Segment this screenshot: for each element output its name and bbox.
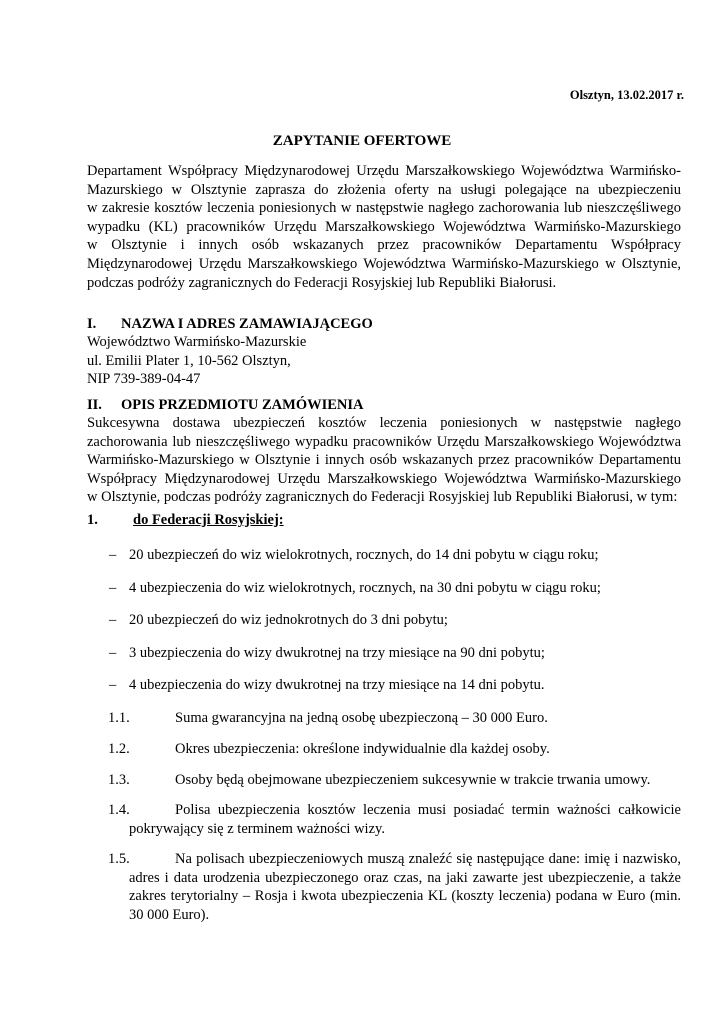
- list-item-text: 3 ubezpieczenia do wizy dwukrotnej na trzy miesiące na 90 dni pobytu;: [129, 645, 545, 661]
- list-item-text: 4 ubezpieczenia do wizy dwukrotnej na trzy miesiące na 14 dni pobytu.: [129, 677, 545, 693]
- item-text: adres i data urodzenia ubezpieczonego oraz czas, na jaki zawarte jest ubezpieczenie, a także: [129, 869, 681, 886]
- intro-line: wypadku (KL) pracowników Urzędu Marszałkowskiego Województwa Warmińsko-Mazurskiego: [87, 218, 681, 235]
- description-line: Współpracy Międzynarodowej Urzędu Marszałkowskiego Województwa Warmińsko-Mazurskiego: [87, 470, 681, 487]
- address-line: Województwo Warmińsko-Mazurskie: [87, 334, 307, 350]
- numbered-item: [108, 850, 681, 924]
- section-2-heading: [87, 397, 364, 414]
- document-title: ZAPYTANIE OFERTOWE: [272, 133, 452, 149]
- subsection-1-heading: [87, 512, 284, 529]
- item-text: pokrywający się z terminem ważności wizy.: [129, 820, 385, 837]
- intro-line: w zakresie kosztów leczenia poniesionych w następstwie nagłego zachorowania lub nieszczęśliwego: [87, 200, 681, 217]
- dash-bullet: –: [109, 645, 117, 661]
- list-item: [109, 677, 545, 694]
- item-text: 30 000 Euro).: [129, 906, 210, 923]
- list-item: [109, 547, 599, 564]
- item-text: zakres terytorialny – Rosja i kwota ubezpieczenia KL (koszty leczenia) podana w Euro (min.: [129, 888, 681, 905]
- intro-line: Departament Współpracy Międzynarodowej Urzędu Marszałkowskiego Województwa Warmińsko-: [87, 163, 681, 179]
- intro-line: w Olsztynie i innych osób wskazanych przez pracowników Departamentu Współpracy: [87, 237, 681, 254]
- subsection-title: do Federacji Rosyjskiej:: [133, 512, 284, 528]
- section-title: OPIS PRZEDMIOTU ZAMÓWIENIA: [121, 397, 364, 413]
- item-number: 1.1.: [108, 710, 130, 726]
- intro-line: podczas podróży zagranicznych do Federacji Rosyjskiej lub Republiki Białorusi.: [87, 274, 557, 291]
- list-item: [109, 612, 448, 629]
- address-line: NIP 739-389-04-47: [87, 371, 201, 388]
- item-number: 1.5.: [108, 851, 130, 867]
- list-item: [109, 580, 601, 597]
- description-line: Warmińsko-Mazurskiego w Olsztynie i innych osób wskazanych przez pracowników Departamentu: [87, 452, 681, 469]
- description-line: Sukcesywna dostawa ubezpieczeń kosztów leczenia poniesionych w następstwie nagłego: [87, 415, 681, 431]
- intro-line: Mazurskiego w Olsztynie zaprasza do złożenia oferty na usługi polegające na ubezpieczeniu: [87, 181, 681, 198]
- address-line: ul. Emilii Plater 1, 10-562 Olsztyn,: [87, 352, 291, 369]
- dash-bullet: –: [109, 612, 117, 628]
- item-text: Polisa ubezpieczenia kosztów leczenia musi posiadać termin ważności całkowicie: [175, 802, 681, 818]
- numbered-item: [108, 740, 681, 759]
- dash-bullet: –: [109, 580, 117, 596]
- numbered-item: [108, 709, 681, 728]
- item-number: 1.3.: [108, 772, 130, 788]
- section-title: NAZWA I ADRES ZAMAWIAJĄCEGO: [121, 316, 373, 332]
- document-date: Olsztyn, 13.02.2017 r.: [569, 88, 684, 102]
- list-item-text: 4 ubezpieczenia do wiz wielokrotnych, rocznych, na 30 dni pobytu w ciągu roku;: [129, 580, 601, 596]
- section-number: II.: [87, 397, 102, 413]
- description-line: w Olsztynie, podczas podróży zagranicznych do Federacji Rosyjskiej lub Republiki Białorusi, w tym:: [87, 489, 678, 506]
- section-1-heading: [87, 316, 373, 333]
- dash-bullet: –: [109, 677, 117, 693]
- list-item: [109, 645, 545, 662]
- subsection-number: 1.: [87, 512, 98, 528]
- item-text: Na polisach ubezpieczeniowych muszą znaleźć się następujące dane: imię i nazwisko,: [175, 851, 681, 867]
- item-text: Suma gwarancyjna na jedną osobę ubezpieczoną – 30 000 Euro.: [175, 710, 548, 726]
- orderer-address: [87, 333, 306, 389]
- item-text: Okres ubezpieczenia: określone indywidualnie dla każdej osoby.: [175, 741, 550, 757]
- intro-line: Międzynarodowej Urzędu Marszałkowskiego Województwa Warmińsko-Mazurskiego w Olsztynie,: [87, 255, 681, 272]
- order-description: [87, 414, 681, 507]
- item-number: 1.2.: [108, 741, 130, 757]
- list-item-text: 20 ubezpieczeń do wiz wielokrotnych, rocznych, do 14 dni pobytu w ciągu roku;: [129, 547, 599, 563]
- intro-paragraph: [87, 162, 681, 292]
- dash-bullet: –: [109, 547, 117, 563]
- item-number: 1.4.: [108, 802, 130, 818]
- item-text: Osoby będą obejmowane ubezpieczeniem sukcesywnie w trakcie trwania umowy.: [175, 772, 651, 788]
- section-number: I.: [87, 316, 97, 332]
- numbered-item: [108, 771, 681, 790]
- description-line: zachorowania lub nieszczęśliwego wypadku pracowników Urzędu Marszałkowskiego Województwa: [87, 433, 681, 450]
- list-item-text: 20 ubezpieczeń do wiz jednokrotnych do 3 dni pobytu;: [129, 612, 448, 628]
- numbered-item: [108, 801, 681, 838]
